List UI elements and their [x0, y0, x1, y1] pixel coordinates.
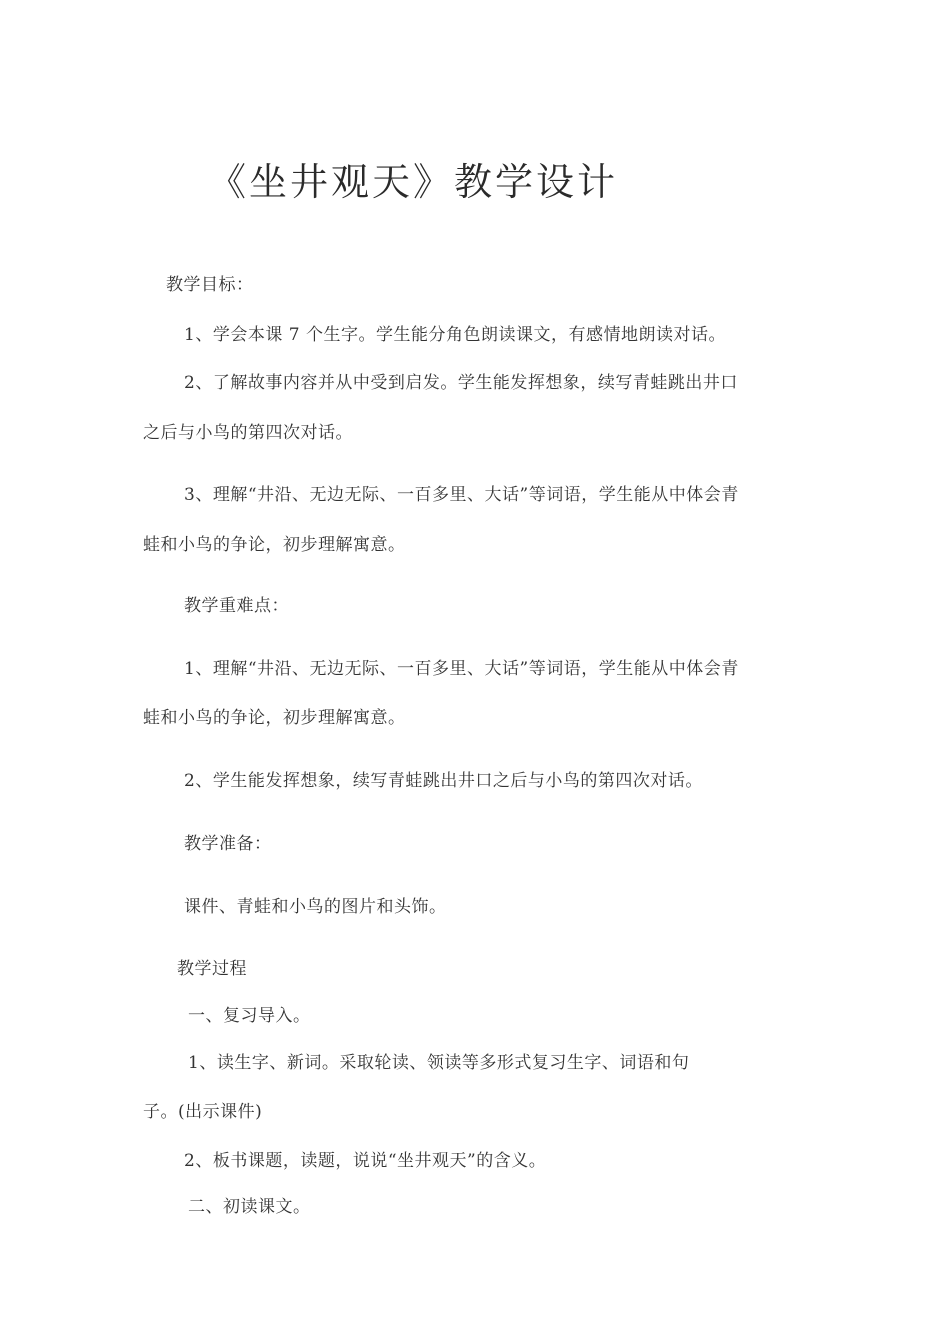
paragraph-line: 2、学生能发挥想象，续写青蛙跳出井口之后与小鸟的第四次对话。	[184, 771, 703, 791]
paragraph-line: 1、学会本课 7 个生字。学生能分角色朗读课文，有感情地朗读对话。	[184, 325, 726, 345]
paragraph-line: 蛙和小鸟的争论，初步理解寓意。	[143, 708, 406, 728]
paragraph-line: 蛙和小鸟的争论，初步理解寓意。	[143, 535, 406, 555]
section-heading-objectives: 教学目标：	[166, 275, 254, 295]
document-title: 《坐井观天》教学设计	[208, 160, 619, 204]
paragraph-line: 2、了解故事内容并从中受到启发。学生能发挥想象，续写青蛙跳出井口	[184, 373, 738, 393]
subsection-heading: 一、复习导入。	[188, 1006, 311, 1026]
paragraph-line: 1、读生字、新词。采取轮读、领读等多形式复习生字、词语和句	[188, 1053, 690, 1073]
section-heading-key-points: 教学重难点：	[184, 596, 289, 616]
subsection-heading: 二、初读课文。	[188, 1197, 311, 1217]
paragraph-line: 2、板书课题，读题，说说“坐井观天”的含义。	[184, 1151, 547, 1171]
paragraph-line: 1、理解“井沿、无边无际、一百多里、大话”等词语，学生能从中体会青	[184, 659, 739, 679]
section-heading-preparation: 教学准备：	[184, 834, 272, 854]
paragraph-line: 课件、青蛙和小鸟的图片和头饰。	[184, 897, 447, 917]
paragraph-line: 3、理解“井沿、无边无际、一百多里、大话”等词语，学生能从中体会青	[184, 485, 739, 505]
paragraph-line: 子。(出示课件)	[143, 1102, 263, 1122]
paragraph-line: 之后与小鸟的第四次对话。	[143, 423, 353, 443]
section-heading-process: 教学过程	[177, 959, 247, 979]
